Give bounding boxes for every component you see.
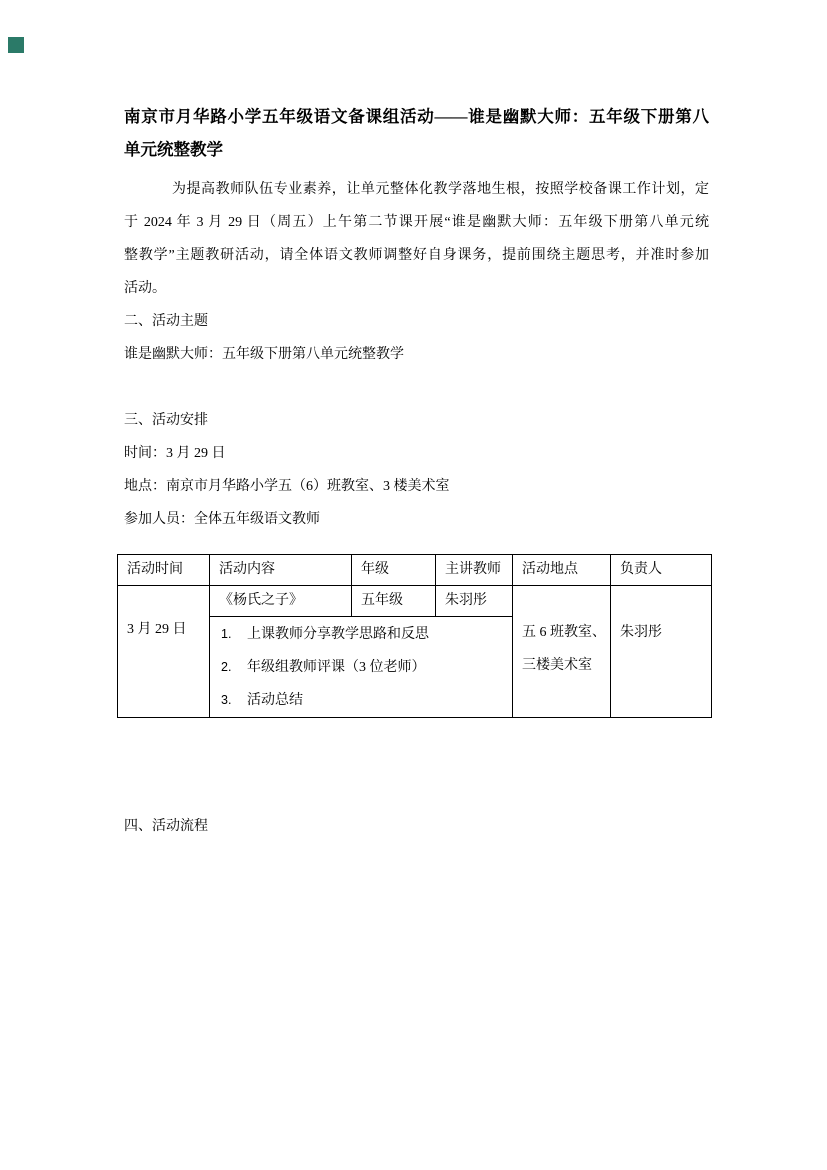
- time-line: 时间：3 月 29 日: [124, 446, 226, 461]
- intro-line: 于 2024 年 3 月 29 日（周五）上午第二节课开展“谁是幽默大师：五年级下册第八单元统: [124, 215, 709, 230]
- location-line1: 五 6 班教室、: [522, 625, 606, 640]
- agenda-item-number: 3.: [221, 693, 232, 707]
- cell-location: [513, 586, 611, 718]
- intro-line: 为提高教师队伍专业素养，让单元整体化教学落地生根，按照学校备课工作计划，定: [172, 182, 709, 197]
- header-leader: 负责人: [611, 555, 712, 586]
- section3-heading: 三、活动安排: [124, 413, 208, 428]
- cell-activity-date: 3 月 29 日: [118, 586, 210, 718]
- agenda-item-text: 活动总结: [247, 693, 303, 708]
- cell-grade: 五年级: [352, 586, 436, 617]
- intro-line: 活动。: [124, 281, 166, 296]
- section2-heading: 二、活动主题: [124, 314, 208, 329]
- header-activity-content: 活动内容: [210, 555, 352, 586]
- location-line2: 三楼美术室: [522, 658, 592, 673]
- agenda-item-text: 年级组教师评课（3 位老师）: [247, 660, 426, 675]
- document-title: [124, 100, 709, 166]
- table-row: [118, 586, 712, 617]
- cell-lecturer: 朱羽彤: [436, 586, 513, 617]
- intro-line: 整教学”主题教研活动，请全体语文教师调整好自身课务，提前围绕主题思考，并准时参加: [124, 248, 709, 263]
- section2-body: 谁是幽默大师：五年级下册第八单元统整教学: [124, 347, 404, 362]
- intro-paragraph: [124, 173, 709, 305]
- agenda-item: [221, 618, 510, 651]
- cell-agenda: [210, 617, 513, 718]
- corner-mark: [8, 37, 24, 53]
- agenda-item: [221, 651, 510, 684]
- header-activity-time: 活动时间: [118, 555, 210, 586]
- agenda-item-number: 1.: [221, 627, 232, 641]
- section4-heading: 四、活动流程: [124, 819, 208, 834]
- header-location: 活动地点: [513, 555, 611, 586]
- document-title-line1: 南京市月华路小学五年级语文备课组活动——谁是幽默大师：五年级下册第八: [124, 107, 709, 126]
- header-lecturer: 主讲教师: [436, 555, 513, 586]
- document-content: [124, 100, 709, 843]
- table-header-row: [118, 555, 712, 586]
- participants-line: 参加人员：全体五年级语文教师: [124, 512, 320, 527]
- cell-lesson-title: 《杨氏之子》: [210, 586, 352, 617]
- schedule-table: [117, 554, 712, 718]
- document-title-line2: 单元统整教学: [124, 140, 223, 159]
- place-line: 地点：南京市月华路小学五（6）班教室、3 楼美术室: [124, 479, 450, 494]
- agenda-item: [221, 684, 510, 717]
- agenda-item-text: 上课教师分享教学思路和反思: [247, 627, 429, 642]
- cell-leader: 朱羽彤: [611, 586, 712, 718]
- header-grade: 年级: [352, 555, 436, 586]
- agenda-item-number: 2.: [221, 660, 232, 674]
